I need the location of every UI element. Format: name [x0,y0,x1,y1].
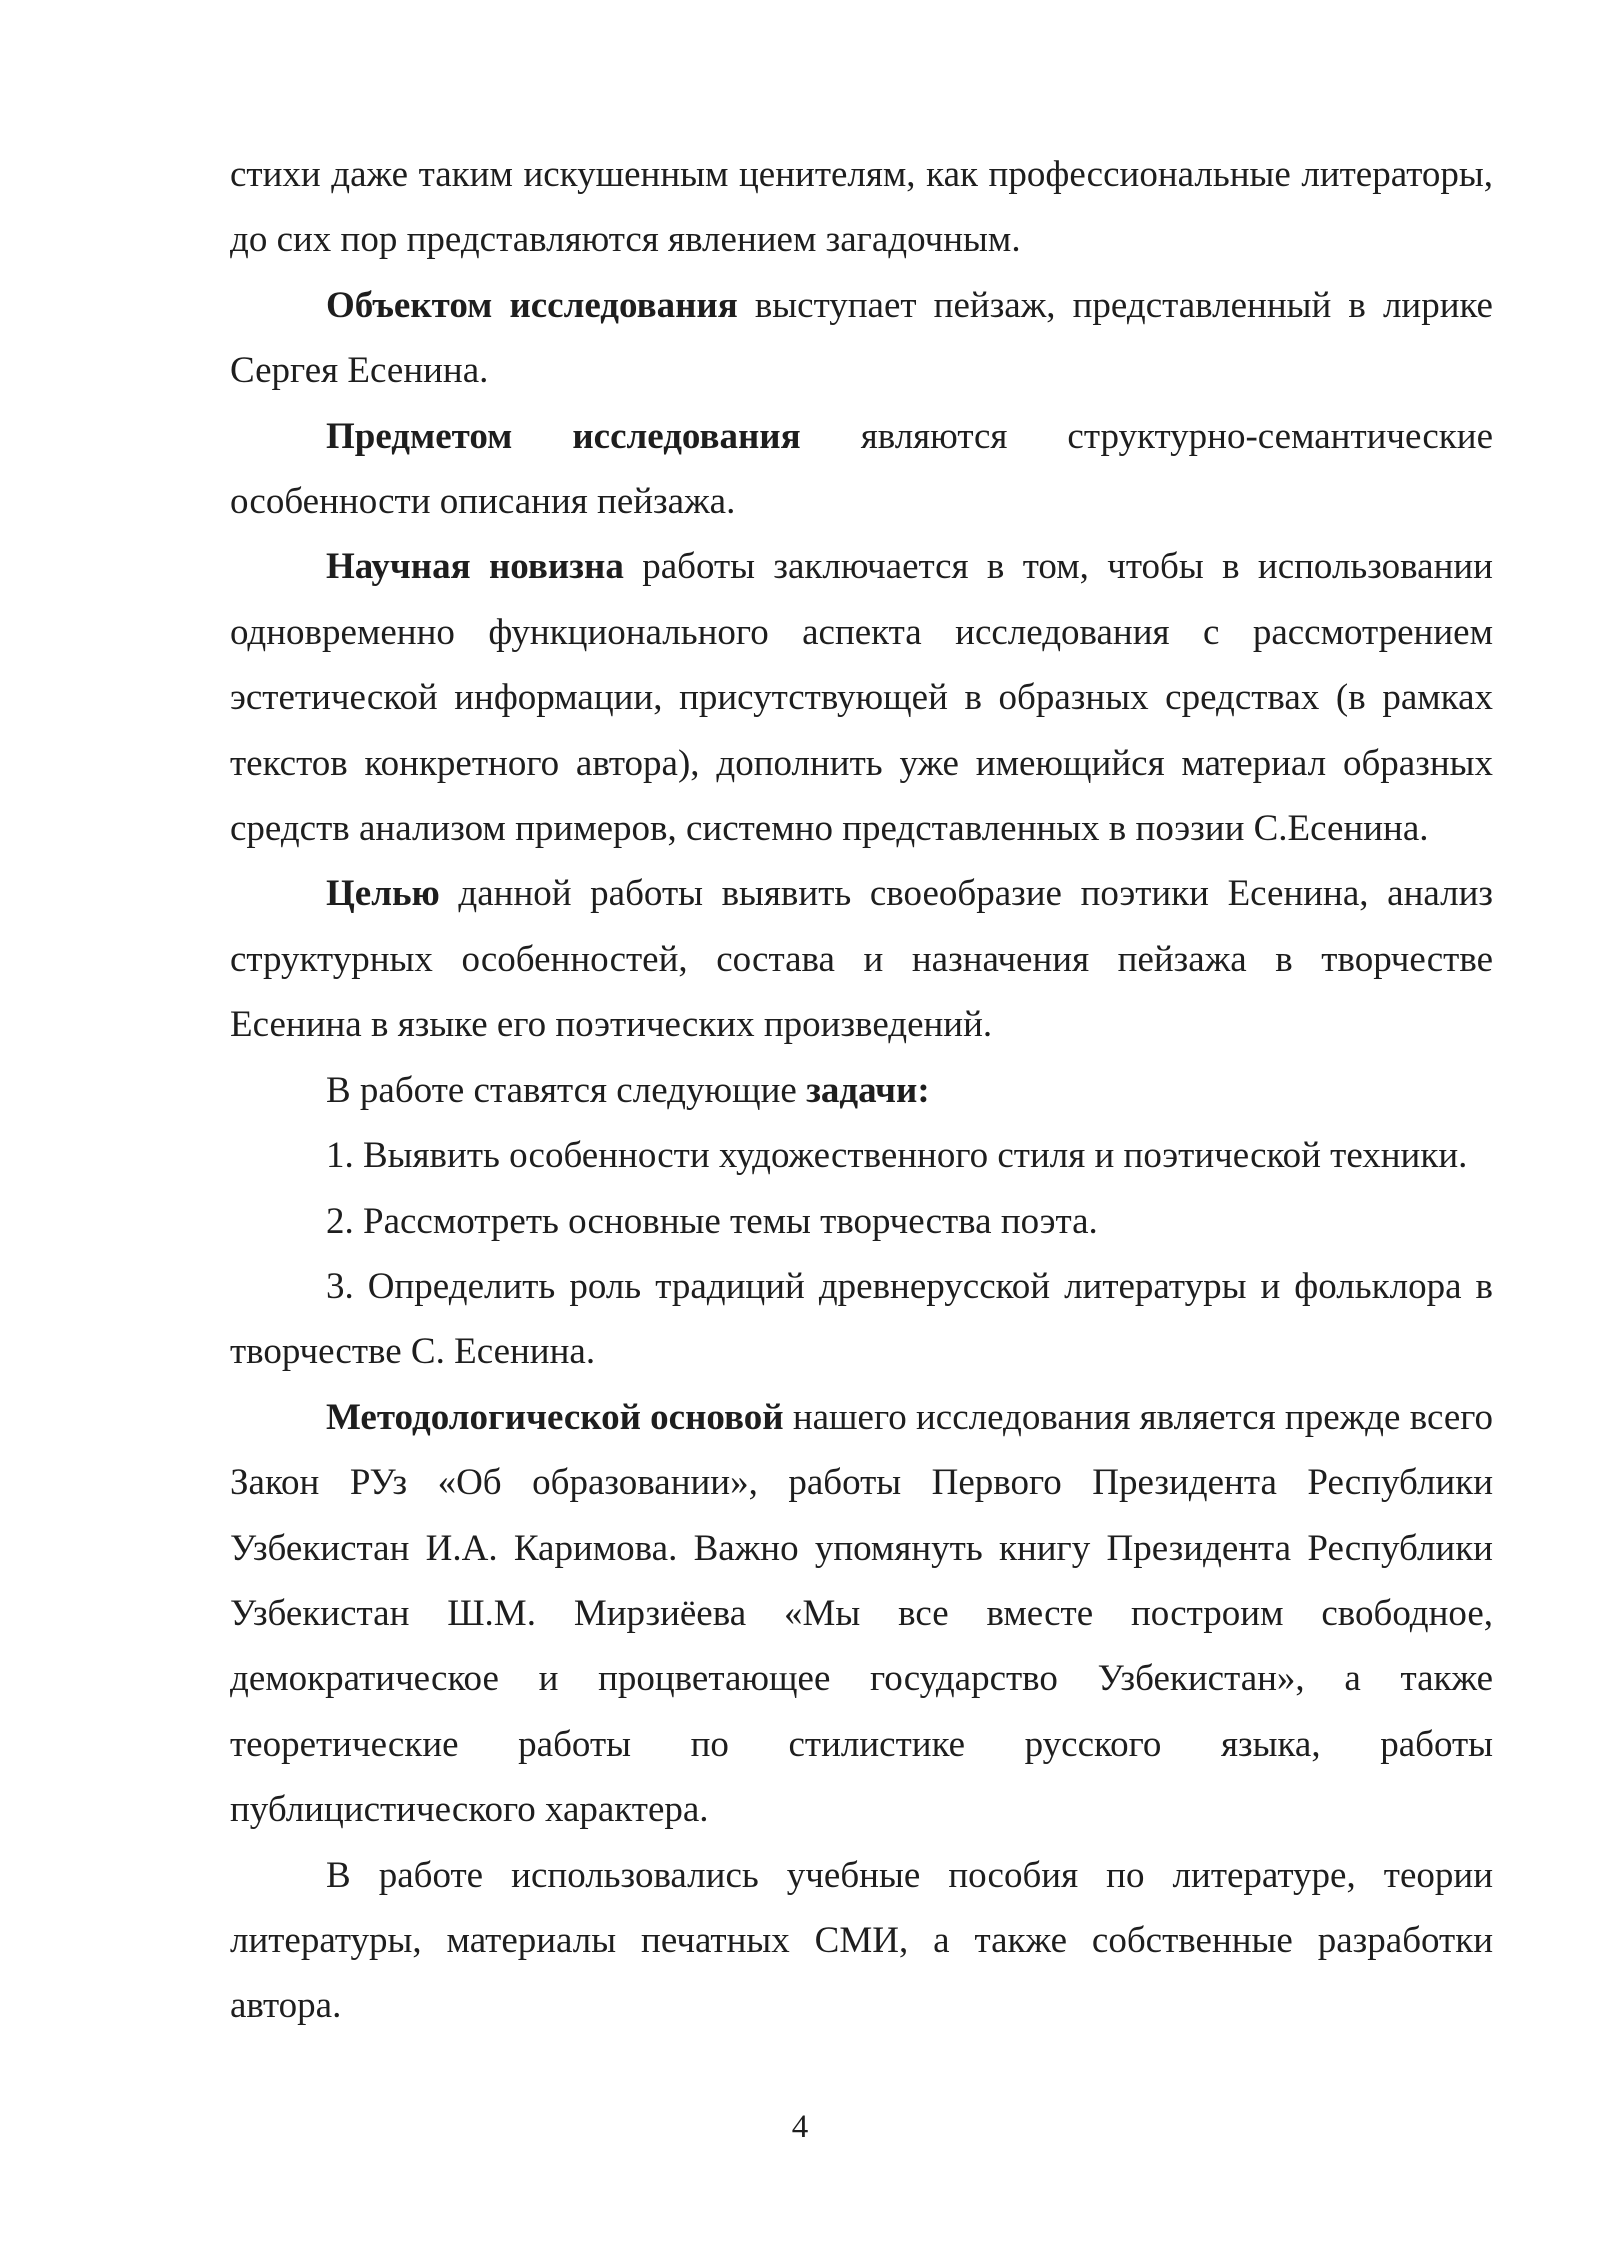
paragraph-methodology [230,1385,1493,1843]
task-item-2: 2. Рассмотреть основные темы творчества поэта. [326,1200,1098,1242]
term-novelty: Научная новизна [326,546,624,588]
term-goal: Целью [326,873,440,915]
term-subject: Предметом исследования [326,415,801,457]
paragraph-tasks-intro [230,1058,1493,1123]
task-item-1: 1. Выявить особенности художественного стиля и поэтической техники. [326,1135,1468,1177]
paragraph-object-text: выступает пейзаж, представленный в лирике Сергея Есенина. [230,284,1493,392]
paragraph-subject [230,404,1493,535]
term-tasks: задачи: [806,1069,930,1111]
paragraph-intro-continuation: стихи даже таким искушенным ценителям, как профессиональные литераторы, до сих пор представляются явлением загадочным. [230,154,1493,261]
document-page [230,142,1493,2039]
page-number: 4 [791,2109,809,2145]
paragraph-sources: В работе использовались учебные пособия по литературе, теории литературы, материалы печатных СМИ, а также собственные разработки автора. [230,1854,1493,2027]
term-methodology: Методологической основой [326,1396,784,1438]
paragraph-goal [230,861,1493,1057]
paragraph-subject-text: являются структурно-семантические особенности описания пейзажа. [230,415,1494,523]
paragraph-novelty [230,534,1493,861]
task-item-3: 3. Определить роль традиций древнерусской литературы и фольклора в творчестве С. Есенина. [230,1265,1493,1373]
paragraph-tasks-lead: В работе ставятся следующие [326,1069,807,1111]
term-object: Объектом исследования [326,284,738,326]
paragraph-object [230,273,1493,404]
paragraph-novelty-text: работы заключается в том, чтобы в использовании одновременно функционального аспекта исследования с рассмотрением эстетической информации, присутствующей в образных средствах (в рамках текстов конкретного автора), дополнить уже имеющийся материал образных средств анализом примеров, системно представленных в поэзии С.Есенина. [230,546,1493,850]
paragraph-methodology-text: нашего исследования является прежде всего Закон РУз «Об образовании», работы Первого Президента Республики Узбекистан И.А. Каримова. Важно упомянуть книгу Президента Республики Узбекистан Ш.М. Мирзиёева «Мы все вместе построим свободное, демократическое и процветающее государство Узбекистан», а также теоретические работы по стилистике русского языка, работы публицистического характера. [230,1396,1494,1831]
paragraph-goal-text: данной работы выявить своеобразие поэтики Есенина, анализ структурных особенностей, состава и назначения пейзажа в творчестве Есенина в языке его поэтических произведений. [230,873,1493,1046]
